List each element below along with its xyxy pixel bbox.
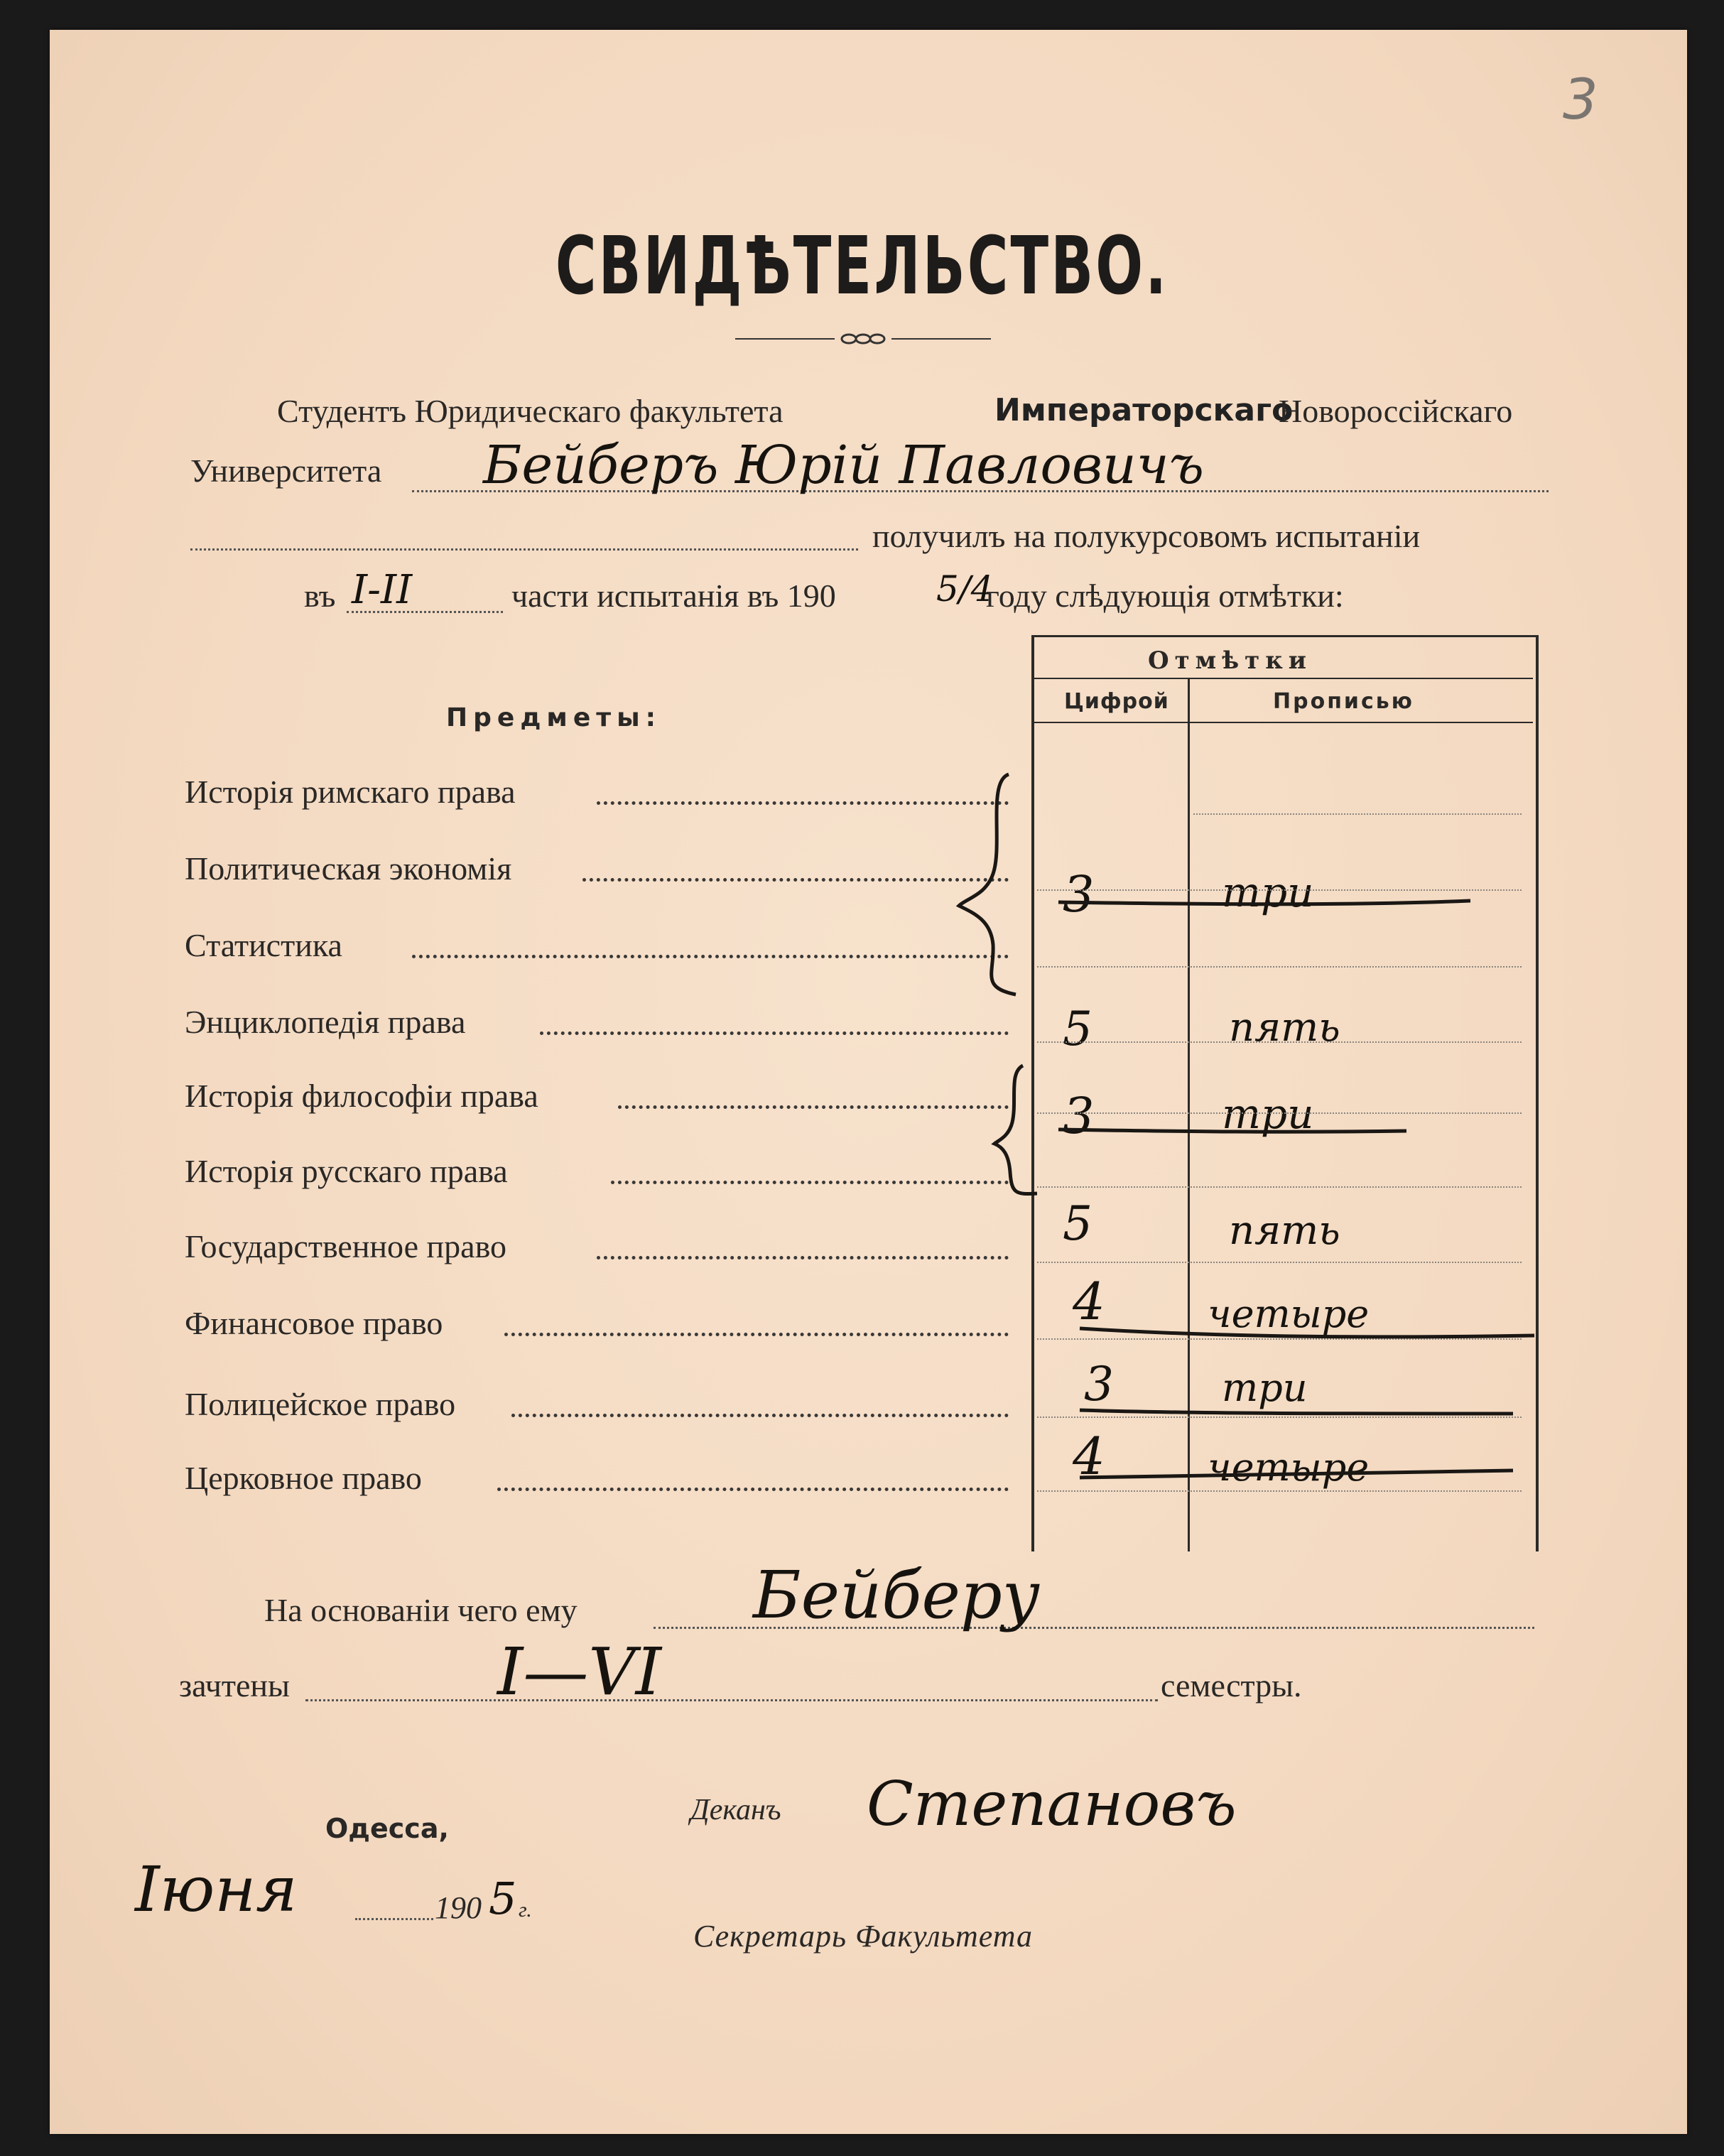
dean-signature: Степановъ xyxy=(867,1769,1237,1840)
mark-words: пять xyxy=(1229,1208,1340,1254)
mark-words: три xyxy=(1222,868,1314,916)
row-line xyxy=(1193,813,1522,815)
mark-words: три xyxy=(1222,1090,1314,1138)
mark-words: пять xyxy=(1229,1004,1340,1051)
received-text: получилъ на полукурсовомъ испытаніи xyxy=(872,518,1421,554)
subject-label: Статистика xyxy=(185,927,342,963)
basis-text: На основаніи чего ему xyxy=(264,1592,578,1628)
subject-leader xyxy=(497,1488,1009,1491)
mark-words: три xyxy=(1222,1365,1308,1410)
mark-words: четыре xyxy=(1208,1291,1370,1336)
subjects-header: Предметы: xyxy=(446,703,662,732)
mark-words: четыре xyxy=(1208,1445,1370,1490)
part-prefix: въ xyxy=(304,578,336,614)
name-continuation-line xyxy=(190,548,858,551)
subject-label: Исторія римскаго права xyxy=(185,774,516,810)
mark-digit: 3 xyxy=(1063,1087,1095,1145)
subject-leader xyxy=(412,955,1009,958)
document-title: СВИДѢТЕЛЬСТВО. xyxy=(555,220,1169,313)
mark-digit: 5 xyxy=(1063,1002,1093,1056)
part-value-handwritten: I-II xyxy=(352,567,413,613)
marks-intro-text: году слѣдующія отмѣтки: xyxy=(986,578,1344,614)
subject-label: Энциклопедія права xyxy=(185,1004,466,1040)
subject-label: Исторія русскаго права xyxy=(185,1153,508,1189)
subject-leader xyxy=(504,1333,1009,1336)
secretary-label: Секретарь Факультета xyxy=(693,1919,1034,1954)
intro-line1-part2: Новороссійскаго xyxy=(1279,393,1513,429)
handwriting-flourishes xyxy=(1051,852,1549,1492)
intro-line1-part1: Студентъ Юридическаго факультета xyxy=(277,393,784,429)
subject-label: Церковное право xyxy=(185,1460,422,1496)
year-suffix: г. xyxy=(519,1898,532,1922)
title-ornament xyxy=(735,328,991,350)
mark-digit: 3 xyxy=(1084,1357,1114,1412)
mark-digit: 4 xyxy=(1073,1426,1105,1486)
subject-label: Полицейское право xyxy=(185,1386,456,1422)
col-words-header: Прописью xyxy=(1273,689,1414,714)
year-value-handwritten: 5 xyxy=(489,1873,517,1924)
dean-label: Деканъ xyxy=(690,1794,781,1826)
subject-leader xyxy=(511,1414,1009,1417)
university-label: Университета xyxy=(190,453,382,489)
date-handwritten: Іюня xyxy=(135,1853,298,1926)
col-digit-header: Цифрой xyxy=(1064,689,1169,714)
credited-label: зачтены xyxy=(179,1667,290,1703)
city-label: Одесса, xyxy=(325,1813,449,1844)
semesters-label: семестры. xyxy=(1161,1667,1302,1703)
subject-label: Государственное право xyxy=(185,1228,506,1264)
marks-table-top-border xyxy=(1031,635,1536,637)
marks-header: Отмѣтки xyxy=(1148,646,1312,675)
marks-table-header-divider xyxy=(1034,678,1533,679)
mark-digit: 3 xyxy=(1063,865,1095,923)
subject-label: Финансовое право xyxy=(185,1305,443,1341)
intro-line1-bold: Императорскаго xyxy=(994,392,1294,428)
credited-value-handwritten: I—VI xyxy=(497,1634,662,1710)
date-dotted-line xyxy=(355,1918,433,1920)
mark-digit: 4 xyxy=(1073,1272,1105,1331)
page-number: 3 xyxy=(1563,68,1598,132)
basis-name-handwritten: Бейберу xyxy=(753,1557,1041,1633)
subject-label: Политическая экономія xyxy=(185,850,512,887)
handwritten-braces xyxy=(938,767,1037,1208)
mark-digit: 5 xyxy=(1063,1196,1093,1251)
year-value-handwritten: 5/4 xyxy=(936,568,994,610)
credited-dotted-line xyxy=(305,1699,1158,1701)
student-name-handwritten: Бейберъ Юрій Павловичъ xyxy=(483,435,1205,496)
subject-leader xyxy=(597,1256,1009,1260)
marks-table-subheader-divider xyxy=(1034,722,1533,723)
year-text: части испытанія въ 190 xyxy=(511,578,836,614)
year-prefix: 190 xyxy=(435,1890,482,1925)
subject-label: Исторія философіи права xyxy=(185,1078,538,1114)
